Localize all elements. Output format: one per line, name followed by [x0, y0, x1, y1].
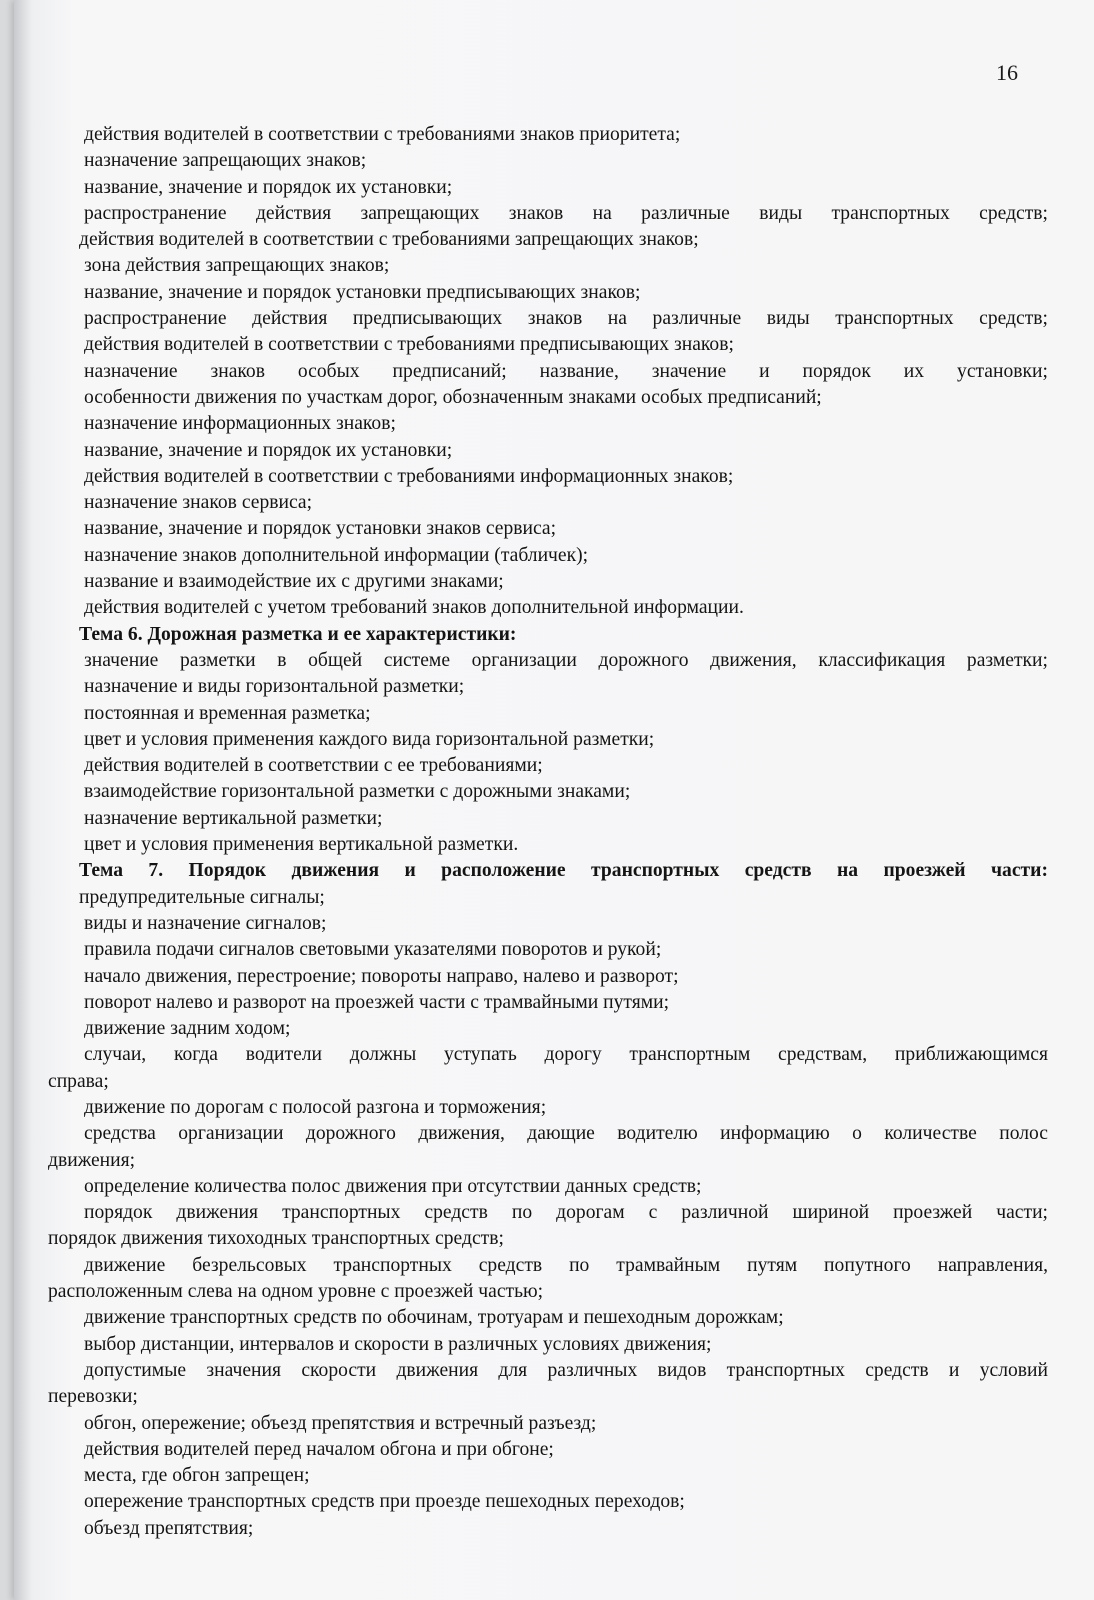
- text-line: определение количества полос движения при отсутствии данных средств;: [84, 1175, 702, 1197]
- text-line: выбор дистанции, интервалов и скорости в различных условиях движения;: [84, 1333, 712, 1355]
- text-line: назначение знаков сервиса;: [84, 492, 313, 514]
- text-line: распространение действия запрещающих знаков на различные виды транспортных средств;: [84, 202, 1048, 224]
- section-heading: Тема 7. Порядок движения и расположение транспортных средств на проезжей части:: [79, 860, 1048, 882]
- text-line: особенности движения по участкам дорог, обозначенным знаками особых предписаний;: [84, 386, 822, 408]
- text-line: действия водителей в соответствии с требованиями информационных знаков;: [84, 465, 734, 487]
- text-line: обгон, опережение; объезд препятствия и встречный разъезд;: [84, 1412, 597, 1434]
- text-line: средства организации дорожного движения, дающие водителю информацию о количестве полос: [84, 1123, 1048, 1145]
- text-line: действия водителей с учетом требований знаков дополнительной информации.: [84, 597, 744, 619]
- text-line: движение транспортных средств по обочинам, тротуарам и пешеходным дорожкам;: [84, 1307, 784, 1329]
- text-line: допустимые значения скорости движения для различных видов транспортных средств и условий: [84, 1359, 1048, 1381]
- text-line: назначение запрещающих знаков;: [84, 150, 367, 172]
- text-line: постоянная и временная разметка;: [84, 702, 371, 724]
- text-line: опережение транспортных средств при проезде пешеходных переходов;: [84, 1491, 685, 1513]
- text-line: виды и назначение сигналов;: [84, 912, 327, 934]
- text-line: зона действия запрещающих знаков;: [84, 255, 390, 277]
- text-line: порядок движения тихоходных транспортных средств;: [48, 1228, 504, 1250]
- text-line: действия водителей перед началом обгона и при обгоне;: [84, 1438, 554, 1460]
- text-line: движения;: [48, 1149, 136, 1171]
- text-line: назначение вертикальной разметки;: [84, 807, 383, 829]
- text-line: места, где обгон запрещен;: [84, 1465, 310, 1487]
- text-line: цвет и условия применения вертикальной разметки.: [84, 834, 519, 856]
- text-line: назначение знаков дополнительной информации (табличек);: [84, 544, 589, 566]
- text-line: объезд препятствия;: [84, 1517, 254, 1539]
- text-line: действия водителей в соответствии с требованиями знаков приоритета;: [84, 124, 681, 145]
- text-line: название и взаимодействие их с другими знаками;: [84, 571, 504, 593]
- text-line: справа;: [48, 1070, 109, 1092]
- text-line: правила подачи сигналов световыми указателями поворотов и рукой;: [84, 939, 662, 961]
- text-line: название, значение и порядок их установки;: [84, 176, 453, 198]
- text-line: порядок движения транспортных средств по дорогам с различной шириной проезжей части;: [84, 1202, 1048, 1224]
- text-line: поворот налево и разворот на проезжей части с трамвайными путями;: [84, 991, 670, 1013]
- text-line: действия водителей в соответствии с требованиями предписывающих знаков;: [84, 334, 734, 356]
- text-line: назначение и виды горизонтальной разметки;: [84, 676, 465, 698]
- text-line: движение по дорогам с полосой разгона и торможения;: [84, 1096, 547, 1118]
- text-line: движение задним ходом;: [84, 1018, 291, 1040]
- text-line: случаи, когда водители должны уступать дорогу транспортным средствам, приближающимся: [84, 1044, 1048, 1066]
- document-page: [14, 0, 1094, 1600]
- text-line: движение безрельсовых транспортных средств по трамвайным путям попутного направления,: [84, 1254, 1048, 1276]
- text-line: действия водителей в соответствии с ее требованиями;: [84, 755, 543, 777]
- text-line: взаимодействие горизонтальной разметки с дорожными знаками;: [84, 781, 631, 803]
- text-line: цвет и условия применения каждого вида горизонтальной разметки;: [84, 728, 655, 750]
- text-line: назначение знаков особых предписаний; название, значение и порядок их установки;: [84, 360, 1048, 382]
- text-line: расположенным слева на одном уровне с проезжей частью;: [48, 1281, 544, 1303]
- text-line: назначение информационных знаков;: [84, 413, 396, 435]
- text-line: название, значение и порядок установки знаков сервиса;: [84, 518, 557, 540]
- text-line: действия водителей в соответствии с требованиями запрещающих знаков;: [79, 229, 699, 251]
- text-line: предупредительные сигналы;: [79, 886, 325, 908]
- text-line: значение разметки в общей системе организации дорожного движения, классификация разметки;: [84, 649, 1048, 671]
- text-line: начало движения, перестроение; повороты направо, налево и разворот;: [84, 965, 679, 987]
- text-line: название, значение и порядок установки предписывающих знаков;: [84, 281, 641, 303]
- document-body: [48, 122, 1048, 1542]
- text-line: распространение действия предписывающих знаков на различные виды транспортных средств;: [84, 308, 1048, 330]
- text-line: название, значение и порядок их установки;: [84, 439, 453, 461]
- text-line: перевозки;: [48, 1386, 138, 1408]
- page-number: 16: [996, 60, 1018, 85]
- section-heading: Тема 6. Дорожная разметка и ее характеристики:: [79, 623, 517, 645]
